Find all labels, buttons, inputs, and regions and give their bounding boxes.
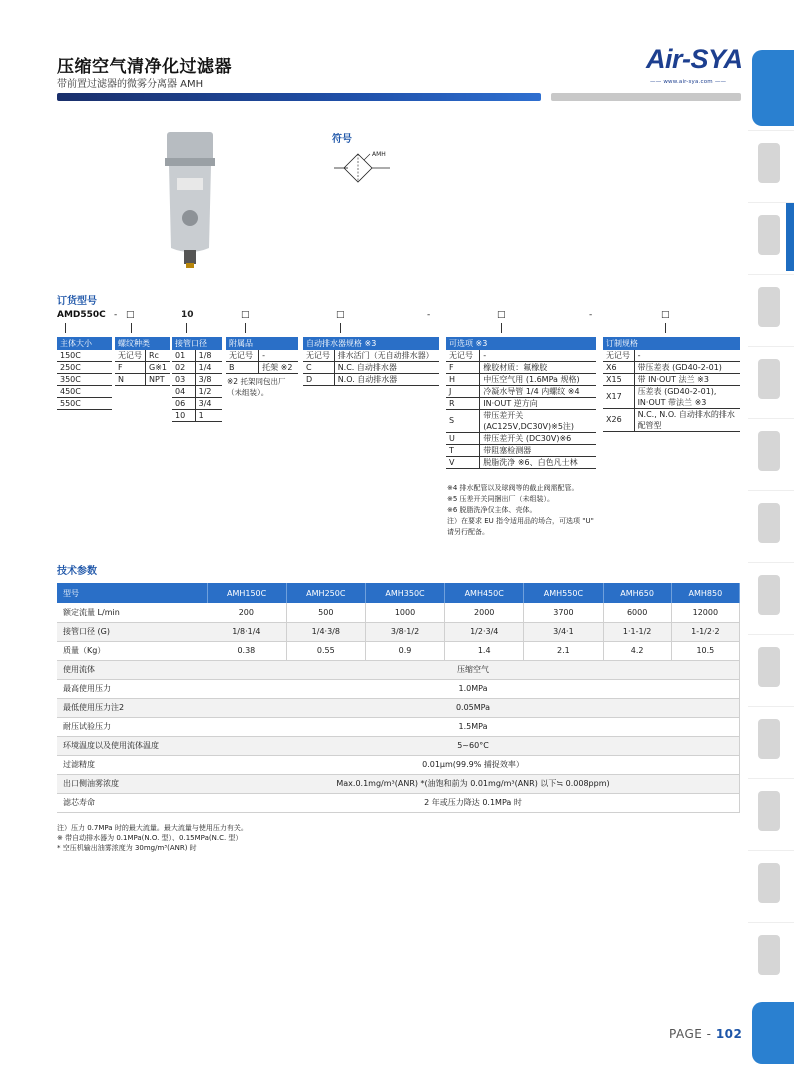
custom-code: 无记号	[603, 350, 634, 362]
option-desc: 冷凝水导管 1/4 内螺纹 ※4	[480, 386, 596, 398]
drain-header: 自动排水器规格 ※3	[303, 337, 439, 350]
body-size-cell: 150C	[57, 350, 112, 362]
page-title: 压缩空气清净化过滤器	[57, 57, 232, 77]
custom-desc: 带 IN·OUT 法兰 ※3	[634, 374, 740, 386]
tech-row-label: 过滤精度	[57, 755, 207, 774]
accessory-table	[226, 337, 298, 374]
tech-cell-span: 1.5MPa	[207, 717, 740, 736]
category-icon-gauge[interactable]	[748, 634, 794, 702]
drain-desc: N.C. 自动排水器	[334, 362, 439, 374]
tech-cell: 0.55	[286, 641, 365, 660]
tech-row	[57, 679, 740, 698]
category-icon-filter[interactable]	[748, 202, 794, 270]
option-code: T	[446, 445, 480, 457]
tech-header-model: AMH550C	[524, 583, 603, 603]
tick	[131, 323, 132, 333]
tech-header-model: AMH250C	[286, 583, 365, 603]
accessory-desc: 托架 ※2	[259, 362, 298, 374]
thread-code: 无记号	[115, 350, 146, 362]
port-size: 1/2	[195, 386, 222, 398]
tech-cell: 0.38	[207, 641, 286, 660]
option-code: 无记号	[446, 350, 480, 362]
tech-cell: 200	[207, 603, 286, 622]
tech-cell: 1/2·3/4	[445, 622, 524, 641]
category-icon-fitting[interactable]	[748, 418, 794, 486]
category-icon-filter-regulator[interactable]	[748, 130, 794, 198]
tech-row	[57, 603, 740, 622]
ordering-title: 订货型号	[57, 296, 97, 307]
tech-cell: 1/4·3/8	[286, 622, 365, 641]
custom-desc: 压差表 (GD40-2-01), IN·OUT 带法兰 ※3	[634, 386, 740, 409]
tick	[501, 323, 502, 333]
side-tab-bottom	[752, 1002, 794, 1064]
body-size-table	[57, 337, 112, 410]
port-size: 3/8	[195, 374, 222, 386]
tech-row	[57, 755, 740, 774]
port-code: 06	[172, 398, 195, 410]
header-bar-blue	[57, 93, 541, 101]
accessory-desc: -	[259, 350, 298, 362]
brand-url: —— www.air-sya.com ——	[650, 79, 727, 85]
drain-code: C	[303, 362, 334, 374]
tech-row	[57, 698, 740, 717]
option-code: F	[446, 362, 480, 374]
side-category-icons	[748, 130, 794, 994]
drain-code: 无记号	[303, 350, 334, 362]
tech-header-model: AMH150C	[207, 583, 286, 603]
tech-row	[57, 736, 740, 755]
port-table	[172, 337, 222, 422]
tech-row	[57, 717, 740, 736]
tech-cell: 1/8·1/4	[207, 622, 286, 641]
tech-cell-span: 1.0MPa	[207, 679, 740, 698]
custom-desc: -	[634, 350, 740, 362]
port-code: 01	[172, 350, 195, 362]
tech-row-label: 环境温度以及使用流体温度	[57, 736, 207, 755]
accessory-header: 附属品	[226, 337, 298, 350]
custom-code: X15	[603, 374, 634, 386]
category-icon-regulator[interactable]	[748, 274, 794, 342]
tech-header-model: AMH350C	[365, 583, 444, 603]
tech-cell: 2.1	[524, 641, 603, 660]
code-box-thread: □	[126, 310, 135, 320]
side-tab-top	[752, 50, 794, 126]
tech-row	[57, 622, 740, 641]
tech-cell: 0.9	[365, 641, 444, 660]
custom-header: 订制规格	[603, 337, 740, 350]
tech-cell: 4.2	[603, 641, 671, 660]
symbol-tag: AMH	[372, 151, 386, 158]
code-dash-2: -	[427, 310, 431, 320]
tick	[665, 323, 666, 333]
thread-type: Rc	[146, 350, 171, 362]
custom-table	[603, 337, 740, 432]
tech-row-label: 耐压试验压力	[57, 717, 207, 736]
option-desc: 脱脂洗净 ※6、白色凡士林	[480, 457, 596, 469]
tech-cell: 12000	[671, 603, 739, 622]
tech-cell-span: 压缩空气	[207, 660, 740, 679]
option-desc: IN·OUT 逆方向	[480, 398, 596, 410]
options-note: 注）在要求 EU 指令适用品的场合，可选项 "U"	[447, 517, 594, 525]
option-desc: 带压差开关 (DC30V)※6	[480, 433, 596, 445]
page-number	[669, 1027, 742, 1041]
port-code: 03	[172, 374, 195, 386]
tick	[186, 323, 187, 333]
thread-table	[115, 337, 170, 386]
tech-cell: 2000	[445, 603, 524, 622]
tech-cell-span: Max.0.1mg/m³(ANR) *(油饱和前为 0.01mg/m³(ANR) 以下≒ 0.008ppm)	[207, 774, 740, 793]
page-subtitle: 带前置过滤器的微雾分离器 AMH	[57, 79, 204, 90]
tech-header-model: AMH450C	[445, 583, 524, 603]
thread-header: 螺纹种类	[115, 337, 170, 350]
tech-row-label: 最低使用压力注2	[57, 698, 207, 717]
option-code: S	[446, 410, 480, 433]
category-icon-coupler[interactable]	[748, 922, 794, 990]
port-code: 02	[172, 362, 195, 374]
tech-cell: 10.5	[671, 641, 739, 660]
code-dash-1: -	[114, 310, 118, 320]
code-box-option: □	[497, 310, 506, 320]
accessory-code: 无记号	[226, 350, 259, 362]
tech-cell-span: 0.01μm(99.9% 捕捉效率）	[207, 755, 740, 774]
filter-symbol-icon	[334, 148, 404, 188]
custom-code: X26	[603, 409, 634, 432]
accessory-note: ※2 托架同包出厂 （未组装）。	[227, 377, 286, 397]
option-code: H	[446, 374, 480, 386]
custom-desc: N.C., N.O. 自动排水的排水配管型	[634, 409, 740, 432]
tech-cell: 3/8·1/2	[365, 622, 444, 641]
page-label: PAGE -	[669, 1027, 716, 1041]
drain-desc: 排水活门（无自动排水器）	[334, 350, 439, 362]
tech-header-label: 型号	[57, 583, 207, 603]
tick	[245, 323, 246, 333]
options-header: 可选项 ※3	[446, 337, 596, 350]
thread-code: N	[115, 374, 146, 386]
body-size-cell: 350C	[57, 374, 112, 386]
tick	[65, 323, 66, 333]
options-note: 请另行配备。	[447, 528, 489, 536]
port-code: 04	[172, 386, 195, 398]
tech-footnote: 注）压力 0.7MPa 时的最大流量。最大流量与使用压力有关。	[57, 824, 248, 832]
header-bar-gray	[551, 93, 741, 101]
body-size-header: 主体大小	[57, 337, 112, 350]
tech-row	[57, 660, 740, 679]
category-icon-cylinder[interactable]	[748, 562, 794, 630]
option-desc: 带阻塞检测器	[480, 445, 596, 457]
port-size: 1/4	[195, 362, 222, 374]
tech-row-label: 出口侧油雾浓度	[57, 774, 207, 793]
tech-row-label: 滤芯寿命	[57, 793, 207, 812]
tech-row-label: 接管口径 (G)	[57, 622, 207, 641]
code-dash-3: -	[589, 310, 593, 320]
options-note: ※4 排水配管以及球阀等的截止阀需配管。	[447, 484, 579, 492]
drain-table	[303, 337, 439, 386]
code-port: 10	[181, 310, 194, 320]
category-icon-elbow[interactable]	[748, 778, 794, 846]
option-desc: -	[480, 350, 596, 362]
tech-cell: 500	[286, 603, 365, 622]
tech-title: 技术参数	[57, 566, 97, 577]
brand-logo: Air-SYA	[646, 44, 743, 74]
category-icon-silencer[interactable]	[748, 850, 794, 918]
category-icon-solenoid[interactable]	[748, 490, 794, 558]
thread-type: G※1	[146, 362, 171, 374]
tech-header-model: AMH650	[603, 583, 671, 603]
tech-cell: 1-1/2·2	[671, 622, 739, 641]
tech-row-label: 质量（Kg）	[57, 641, 207, 660]
tick	[340, 323, 341, 333]
port-size: 1	[195, 410, 222, 422]
tech-cell: 1·1-1/2	[603, 622, 671, 641]
model-code-prefix: AMD550C	[57, 310, 106, 320]
options-notes	[447, 483, 627, 538]
tech-footnotes	[57, 823, 248, 853]
option-desc: 中压空气用 (1.6MPa 规格)	[480, 374, 596, 386]
options-note: ※5 压差开关同捆出厂（未组装）。	[447, 495, 555, 503]
drain-code: D	[303, 374, 334, 386]
code-box-custom: □	[661, 310, 670, 320]
body-size-cell: 550C	[57, 398, 112, 410]
port-header: 接管口径	[172, 337, 222, 350]
tech-cell-span: 2 年或压力降达 0.1MPa 时	[207, 793, 740, 812]
port-size: 1/8	[195, 350, 222, 362]
option-code: R	[446, 398, 480, 410]
tech-cell: 1000	[365, 603, 444, 622]
thread-code: F	[115, 362, 146, 374]
tech-cell: 6000	[603, 603, 671, 622]
page-value: 102	[715, 1027, 743, 1041]
drain-desc: N.O. 自动排水器	[334, 374, 439, 386]
thread-type: NPT	[146, 374, 171, 386]
tech-cell: 3700	[524, 603, 603, 622]
tech-row	[57, 774, 740, 793]
code-box-accessory: □	[241, 310, 250, 320]
tech-row	[57, 793, 740, 812]
options-table	[446, 337, 596, 469]
custom-code: X6	[603, 362, 634, 374]
tech-footnote: ※ 带自动排水器为 0.1MPa(N.O. 型）、0.15MPa(N.C. 型）	[57, 834, 243, 842]
custom-code: X17	[603, 386, 634, 409]
tech-row	[57, 641, 740, 660]
body-size-cell: 450C	[57, 386, 112, 398]
symbol-label: 符号	[332, 134, 352, 145]
body-size-cell: 250C	[57, 362, 112, 374]
code-box-drain: □	[336, 310, 345, 320]
category-icon-valve[interactable]	[748, 346, 794, 414]
options-note: ※6 脱脂洗净仅主体、壳体。	[447, 506, 537, 514]
custom-desc: 带压差表 (GD40-2-01)	[634, 362, 740, 374]
product-image	[165, 130, 215, 270]
tech-header-model: AMH850	[671, 583, 739, 603]
tech-table	[57, 583, 740, 813]
option-desc: 带压差开关 (AC125V,DC30V)※5注)	[480, 410, 596, 433]
tech-cell-span: 0.05MPa	[207, 698, 740, 717]
tech-row-label: 最高使用压力	[57, 679, 207, 698]
option-code: V	[446, 457, 480, 469]
option-code: U	[446, 433, 480, 445]
tech-footnote: * 空压机输出油雾浓度为 30mg/m³(ANR) 时	[57, 844, 197, 852]
option-desc: 橡胶材质：氟橡胶	[480, 362, 596, 374]
category-icon-actuator[interactable]	[748, 706, 794, 774]
tech-cell: 3/4·1	[524, 622, 603, 641]
tech-row-label: 使用流体	[57, 660, 207, 679]
port-size: 3/4	[195, 398, 222, 410]
accessory-code: B	[226, 362, 259, 374]
port-code: 10	[172, 410, 195, 422]
tech-row-label: 额定流量 L/min	[57, 603, 207, 622]
tech-cell-span: 5~60°C	[207, 736, 740, 755]
option-code: J	[446, 386, 480, 398]
tech-cell: 1.4	[445, 641, 524, 660]
